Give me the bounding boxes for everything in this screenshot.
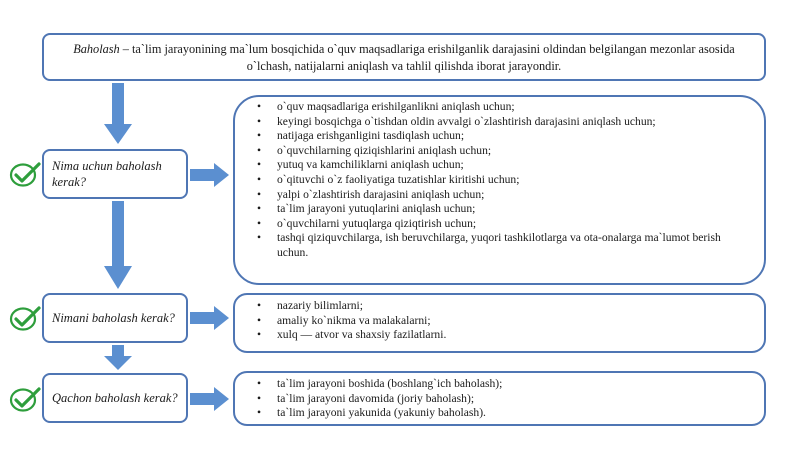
arrow-down-icon — [104, 345, 132, 370]
check-circle-icon — [9, 162, 41, 188]
definition-box — [42, 33, 766, 81]
definition-text: – ta`lim jarayonining ma`lum bosqichida o`quv maqsadlariga erishilganlik darajasini oldindan belgilangan mezonlar asosida o`lchash, natijalarni aniqlash va tahlil qilishda iborat jarayondir. — [119, 42, 735, 73]
list-item: • o`qituvchi o`z faoliyatiga tuzatishlar kiritishi uchun; — [277, 173, 744, 188]
arrow-right-icon — [190, 163, 229, 187]
list-item: • amaliy ko`nikma va malakalarni; — [277, 314, 744, 329]
list-item: • nazariy bilimlarni; — [277, 299, 744, 314]
question-when-box — [42, 373, 188, 423]
list-item: • keyingi bosqichga o`tishdan oldin avvalgi o`zlashtirish darajasini aniqlash uchun; — [277, 115, 744, 130]
list-item: • ta`lim jarayoni yutuqlarini aniqlash uchun; — [277, 202, 744, 217]
list-item: • yalpi o`zlashtirish darajasini aniqlash uchun; — [277, 188, 744, 203]
arrow-right-icon — [190, 387, 229, 411]
list-item: • o`quv maqsadlariga erishilganlikni aniqlash uchun; — [277, 100, 744, 115]
question-what-box — [42, 293, 188, 343]
definition-term: Baholash — [73, 42, 120, 56]
answer-when-list — [233, 371, 766, 426]
list-item: • yutuq va kamchiliklarni aniqlash uchun; — [277, 158, 744, 173]
list-item: • natijaga erishganligini tasdiqlash uchun; — [277, 129, 744, 144]
arrow-down-icon — [104, 83, 132, 144]
list-item: • o`quvchilarni yutuqlarga qiziqtirish uchun; — [277, 217, 744, 232]
arrow-down-icon — [104, 201, 132, 289]
list-item: • ta`lim jarayoni boshida (boshlang`ich baholash); — [277, 377, 744, 392]
list-item: • tashqi qiziquvchilarga, ish beruvchilarga, yuqori tashkilotlarga va ota-onalarga ma`lumot berish uchun. — [277, 231, 744, 260]
answer-why-list — [233, 95, 766, 285]
list-item: • o`quvchilarning qiziqishlarini aniqlash uchun; — [277, 144, 744, 159]
list-item: • xulq — atvor va shaxsiy fazilatlarni. — [277, 328, 744, 343]
question-why-label: Nima uchun baholash kerak? — [52, 159, 162, 189]
answer-what-list — [233, 293, 766, 353]
question-why-box — [42, 149, 188, 199]
check-circle-icon — [9, 306, 41, 332]
arrow-right-icon — [190, 306, 229, 330]
check-circle-icon — [9, 387, 41, 413]
list-item: • ta`lim jarayoni yakunida (yakuniy baholash). — [277, 406, 744, 421]
list-item: • ta`lim jarayoni davomida (joriy baholash); — [277, 392, 744, 407]
question-what-label: Nimani baholash kerak? — [52, 311, 175, 325]
question-when-label: Qachon baholash kerak? — [52, 391, 178, 405]
